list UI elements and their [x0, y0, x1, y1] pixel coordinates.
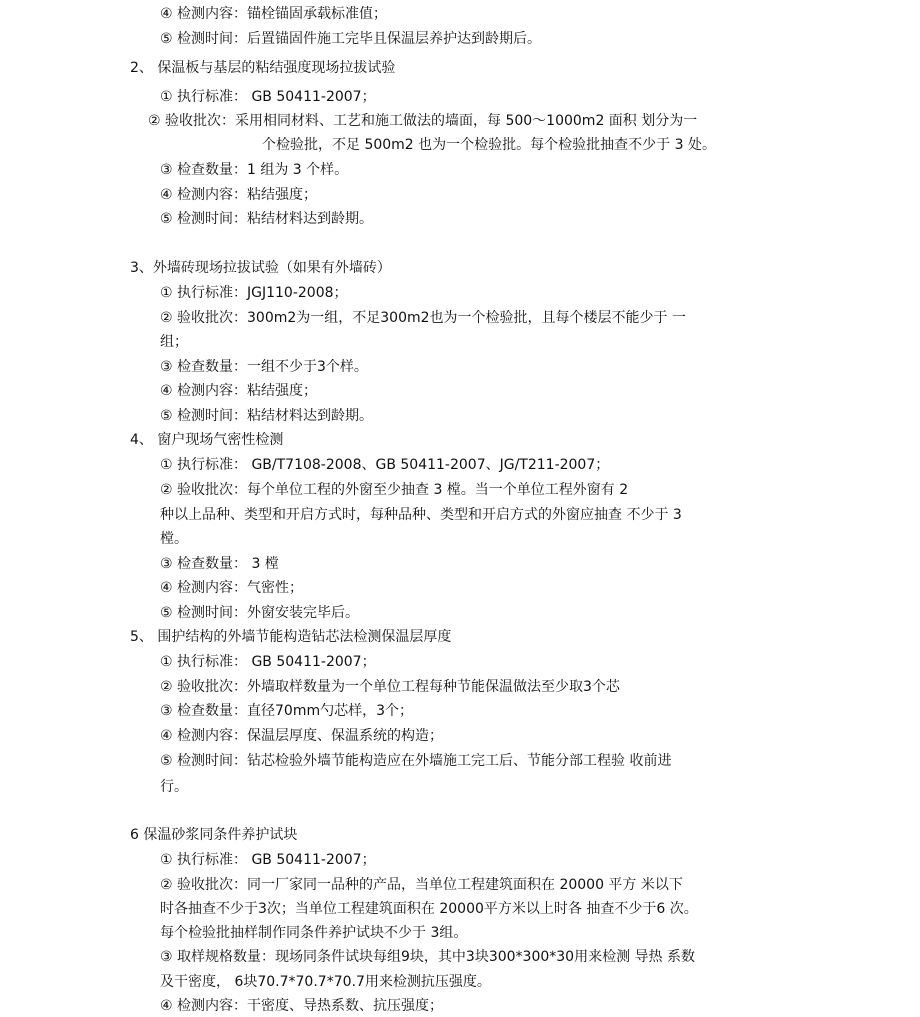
section-heading: 3、外墙砖现场拉拔试验（如果有外墙砖）	[130, 260, 391, 276]
text-line: ④ 检测内容：粘结强度；	[160, 187, 318, 203]
text-line: 种以上品种、类型和开启方式时，每种品种、类型和开启方式的外窗应抽查 不少于 3	[160, 507, 682, 523]
text-line: ④ 检测内容：粘结强度；	[160, 383, 318, 399]
text-line: ② 验收批次：300m2为一组，不足300m2也为一个检验批，且每个楼层不能少于 一	[160, 310, 686, 326]
text-line: 及干密度， 6块70.7*70.7*70.7用来检测抗压强度。	[160, 974, 491, 990]
section-heading: 5、 围护结构的外墙节能构造钻芯法检测保温层厚度	[130, 629, 452, 645]
text-line: 个检验批，不足 500m2 也为一个检验批。每个检验批抽查不少于 3 处。	[262, 137, 716, 153]
text-line: 行。	[160, 779, 188, 795]
section-heading: 2、 保温板与基层的粘结强度现场拉拔试验	[130, 60, 396, 76]
text-line: ② 验收批次：采用相同材料、工艺和施工做法的墙面，每 500～1000m2 面积 划分为一	[148, 113, 698, 129]
text-line: ① 执行标准： GB/T7108-2008、GB 50411-2007、JG/T211-2007；	[160, 457, 610, 473]
text-line: ⑤ 检测时间：外窗安装完毕后。	[160, 605, 360, 621]
text-line: ① 执行标准： GB 50411-2007；	[160, 654, 376, 670]
text-line: ② 验收批次：外墙取样数量为一个单位工程每种节能保温做法至少取3个芯	[160, 679, 620, 695]
text-line: ⑤ 检测时间：钻芯检验外墙节能构造应在外墙施工完工后、节能分部工程验 收前进	[160, 753, 672, 769]
text-line: ④ 检测内容：干密度、导热系数、抗压强度；	[160, 998, 443, 1014]
text-line: ① 执行标准： GB 50411-2007；	[160, 89, 376, 105]
text-line: ④ 检测内容：保温层厚度、保温系统的构造；	[160, 728, 443, 744]
text-line: ① 执行标准： GB 50411-2007；	[160, 852, 376, 868]
text-line: ④ 检测内容：气密性；	[160, 580, 304, 596]
text-line: ② 验收批次：同一厂家同一品种的产品，当单位工程建筑面积在 20000 平方 米以下	[160, 877, 683, 893]
text-line: ② 验收批次：每个单位工程的外窗至少抽查 3 樘。当一个单位工程外窗有 2	[160, 482, 629, 498]
text-line: ⑤ 检测时间：粘结材料达到龄期。	[160, 211, 374, 227]
text-line: 组；	[160, 334, 188, 350]
text-line: ③ 检查数量： 3 樘	[160, 556, 279, 572]
text-line: 每个检验批抽样制作同条件养护试块不少于 3组。	[160, 925, 468, 941]
text-line: ① 执行标准：JGJ110-2008；	[160, 285, 348, 301]
text-line: 樘。	[160, 531, 188, 547]
text-line: 时各抽查不少于3次；当单位工程建筑面积在 20000平方米以上时各 抽查不少于6 次。	[160, 901, 698, 917]
text-line: ③ 检查数量：直径70mm勺芯样，3个；	[160, 703, 413, 719]
section-heading: 6 保温砂浆同条件养护试块	[130, 827, 298, 843]
text-line: ⑤ 检测时间：粘结材料达到龄期。	[160, 408, 374, 424]
text-line: ⑤ 检测时间：后置锚固件施工完毕且保温层养护达到龄期后。	[160, 31, 541, 47]
text-line: ③ 检查数量：1 组为 3 个样。	[160, 162, 349, 178]
text-line: ③ 检查数量：一组不少于3个样。	[160, 359, 368, 375]
text-line: ④ 检测内容：锚栓锚固承载标准值；	[160, 6, 388, 22]
section-heading: 4、 窗户现场气密性检测	[130, 432, 284, 448]
text-line: ③ 取样规格数量：现场同条件试块每组9块，其中3块300*300*30用来检测 导热 系数	[160, 949, 695, 965]
